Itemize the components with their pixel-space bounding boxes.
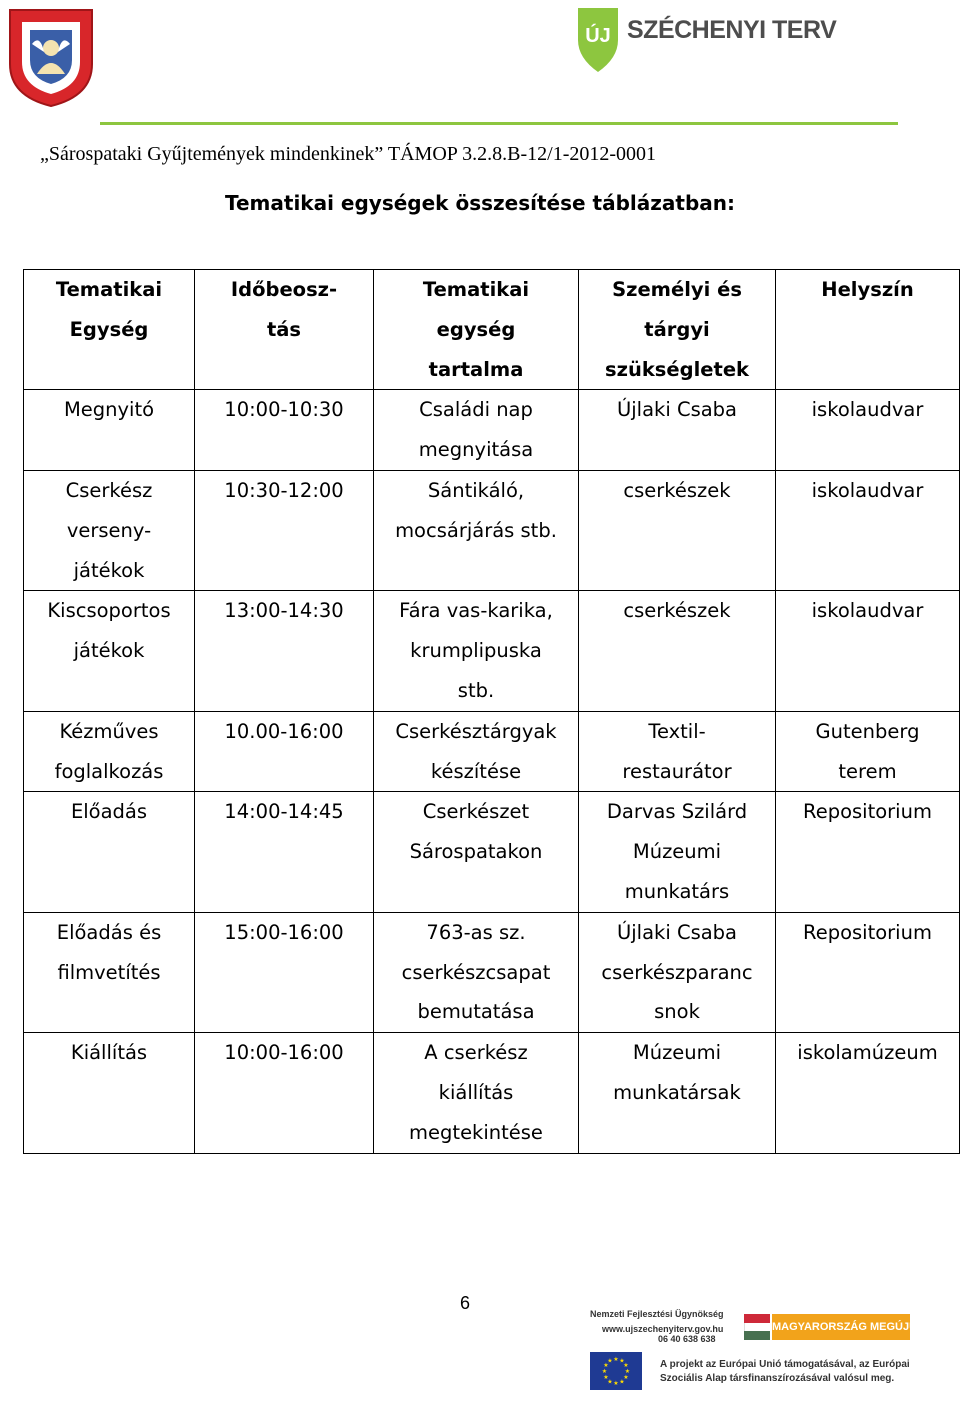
table-cell [776, 792, 960, 912]
table-cell [24, 1033, 195, 1153]
table-cell [374, 912, 579, 1032]
table-cell-line: Előadás [70, 800, 148, 824]
table-cell [195, 591, 374, 711]
table-cell-line: játékok [73, 558, 145, 582]
eu-funding-text [660, 1358, 910, 1386]
table-cell [579, 390, 776, 471]
agency-name: Nemzeti Fejlesztési Ügynökség [590, 1309, 724, 1319]
table-cell [24, 591, 195, 711]
funding-footer [572, 1296, 932, 1400]
table-cell-line: krumplipuska [410, 639, 542, 663]
column-header-line: Tematikai [422, 278, 530, 301]
table-cell-line: Gutenberg [815, 719, 920, 743]
badge-label: MAGYARORSZÁG MEGÚJUL [772, 1314, 910, 1340]
table-cell-line: Családi nap [419, 398, 533, 422]
table-cell-line: foglalkozás [54, 759, 164, 783]
table-cell-line: Sántikáló, [427, 478, 525, 502]
table-cell [579, 1033, 776, 1153]
table-cell-line: munkatársak [613, 1080, 741, 1104]
table-cell-line: Újlaki Csaba [616, 920, 738, 944]
table-cell [195, 711, 374, 792]
table-cell [374, 470, 579, 590]
table-cell-line: munkatárs [624, 879, 730, 903]
column-header-line: tárgyi [644, 317, 710, 341]
table-cell-line: cserkészcsapat [401, 960, 551, 984]
table-cell [776, 711, 960, 792]
svg-text:★: ★ [619, 1357, 625, 1365]
svg-text:★: ★ [623, 1374, 629, 1381]
table-cell [24, 912, 195, 1032]
column-header-line: szükségletek [604, 357, 750, 381]
eu-funding-line-2: Szociális Alap társfinanszírozásával valósul meg. [660, 1373, 895, 1384]
svg-text:★: ★ [624, 1368, 631, 1375]
table-cell-line: Múzeumi [632, 1041, 722, 1065]
flag-stripe-red [744, 1314, 770, 1323]
table-cell-line: Cserkésztárgyak [395, 719, 557, 743]
table-cell [374, 792, 579, 912]
table-cell-line: iskolaudvar [811, 398, 924, 422]
table-cell-line: iskolaudvar [811, 599, 924, 623]
table-cell [579, 711, 776, 792]
svg-text:★: ★ [613, 1356, 619, 1363]
table-row [24, 792, 960, 912]
table-cell [374, 1033, 579, 1153]
table-cell [776, 390, 960, 471]
table-row [24, 470, 960, 590]
table-cell-line: Megnyitó [63, 398, 155, 422]
table-cell-line: cserkészek [623, 599, 731, 623]
table-cell-line: 10.00-16:00 [224, 719, 344, 743]
schedule-table [23, 269, 960, 1154]
table-cell [579, 792, 776, 912]
szechenyi-logo-text: SZÉCHENYI TERV [627, 16, 837, 44]
column-header [24, 270, 195, 390]
table-header-row [24, 270, 960, 390]
table-cell-line: 763-as sz. [426, 920, 526, 944]
column-header-line: Tematikai [55, 278, 163, 301]
table-cell-line: Kiscsoportos [47, 599, 171, 623]
table-cell-line: A cserkész [424, 1041, 528, 1065]
svg-text:★: ★ [619, 1378, 625, 1386]
agency-web: www.ujszechenyiterv.gov.hu [602, 1324, 724, 1334]
table-cell [24, 390, 195, 471]
svg-text:★: ★ [613, 1380, 619, 1387]
table-cell-line: megtekintése [409, 1120, 543, 1144]
table-cell-line: 14:00-14:45 [224, 800, 344, 824]
table-cell-line: Fára vas-karika, [399, 599, 553, 623]
table-cell-line: mocsárjárás stb. [395, 518, 557, 542]
college-seal-logo [4, 4, 98, 108]
table-cell-line: megnyitása [418, 438, 534, 462]
table-cell [776, 1033, 960, 1153]
table-cell-line: 13:00-14:30 [224, 599, 344, 623]
table-cell [579, 591, 776, 711]
header-divider [100, 122, 898, 125]
column-header-line: tartalma [428, 357, 524, 381]
table-cell-line: Előadás és [56, 920, 162, 944]
column-header-line: Időbeosz- [230, 278, 338, 301]
hungary-renews-badge [744, 1314, 924, 1340]
column-header [195, 270, 374, 390]
agency-phone: 06 40 638 638 [658, 1334, 716, 1344]
table-cell [374, 711, 579, 792]
table-row [24, 591, 960, 711]
table-cell [195, 912, 374, 1032]
szechenyi-logo-uj: ÚJ [585, 25, 611, 47]
table-cell-line: Kézműves [59, 719, 159, 743]
table-cell-line: Múzeumi [632, 840, 722, 864]
table-cell-line: Sárospatakon [409, 840, 543, 864]
table-cell-line: Újlaki Csaba [616, 398, 738, 422]
svg-text:★: ★ [603, 1374, 609, 1381]
flag-stripe-white [744, 1323, 771, 1331]
document-title: Tematikai egységek összesítése táblázatban: [225, 191, 735, 215]
table-cell-line: kiállítás [438, 1080, 514, 1104]
svg-text:★: ★ [623, 1362, 629, 1369]
table-cell-line: Repositorium [803, 800, 932, 824]
eu-funding-line-1: A projekt az Európai Unió támogatásával, az Európai [660, 1359, 910, 1370]
table-cell-line: 10:00-10:30 [224, 398, 344, 422]
table-row [24, 711, 960, 792]
project-line: „Sárospataki Gyűjtemények mindenkinek” TÁMOP 3.2.8.B-12/1-2012-0001 [40, 143, 657, 165]
table-cell-line: iskolamúzeum [797, 1041, 938, 1065]
svg-text:★: ★ [603, 1362, 609, 1369]
table-cell-line: restaurátor [622, 759, 732, 783]
column-header [579, 270, 776, 390]
page-number: 6 [460, 1293, 471, 1313]
table-cell-line: Kiállítás [70, 1041, 148, 1065]
table-cell [24, 470, 195, 590]
eu-flag-icon [590, 1352, 642, 1390]
table-cell-line: filmvetítés [57, 960, 161, 984]
table-cell-line: készítése [430, 759, 522, 783]
table-row [24, 1033, 960, 1153]
table-cell [195, 470, 374, 590]
table-cell-line: snok [654, 1000, 700, 1024]
column-header-line: tás [266, 317, 302, 341]
table-cell-line: játékok [73, 639, 145, 663]
table-cell-line: 10:30-12:00 [224, 478, 344, 502]
flag-stripe-green [744, 1331, 770, 1340]
svg-text:★: ★ [607, 1357, 613, 1365]
table-cell-line: 10:00-16:00 [224, 1041, 344, 1065]
column-header-line: Helyszín [821, 278, 914, 301]
table-row [24, 390, 960, 471]
table-cell [374, 390, 579, 471]
column-header-line: Egység [69, 317, 149, 341]
table-cell-line: Darvas Szilárd [606, 800, 748, 824]
table-cell-line: Textil- [648, 719, 706, 743]
table-cell [195, 792, 374, 912]
column-header [776, 270, 960, 390]
table-cell [579, 912, 776, 1032]
table-cell-line: cserkészek [623, 478, 731, 502]
table-cell [776, 591, 960, 711]
table-cell-line: Cserkészet [422, 800, 530, 824]
table-cell [776, 912, 960, 1032]
table-cell-line: terem [838, 759, 897, 783]
table-cell [374, 591, 579, 711]
table-cell-line: verseny- [66, 518, 152, 542]
table-cell-line: stb. [457, 678, 495, 702]
table-cell-line: Cserkész [65, 478, 153, 502]
table-cell-line: iskolaudvar [811, 478, 924, 502]
table-cell-line: 15:00-16:00 [224, 920, 344, 944]
table-cell-line: Repositorium [803, 920, 932, 944]
svg-text:★: ★ [601, 1368, 608, 1375]
column-header-line: Személyi és [612, 278, 742, 301]
table-cell [24, 711, 195, 792]
column-header [374, 270, 579, 390]
table-cell [195, 1033, 374, 1153]
table-row [24, 912, 960, 1032]
table-cell [579, 470, 776, 590]
table-cell [776, 470, 960, 590]
svg-text:★: ★ [607, 1378, 613, 1386]
table-cell [195, 390, 374, 471]
table-cell [24, 792, 195, 912]
column-header-line: egység [436, 317, 516, 341]
table-cell-line: bemutatása [417, 1000, 535, 1024]
table-cell-line: cserkészparanc [601, 960, 753, 984]
